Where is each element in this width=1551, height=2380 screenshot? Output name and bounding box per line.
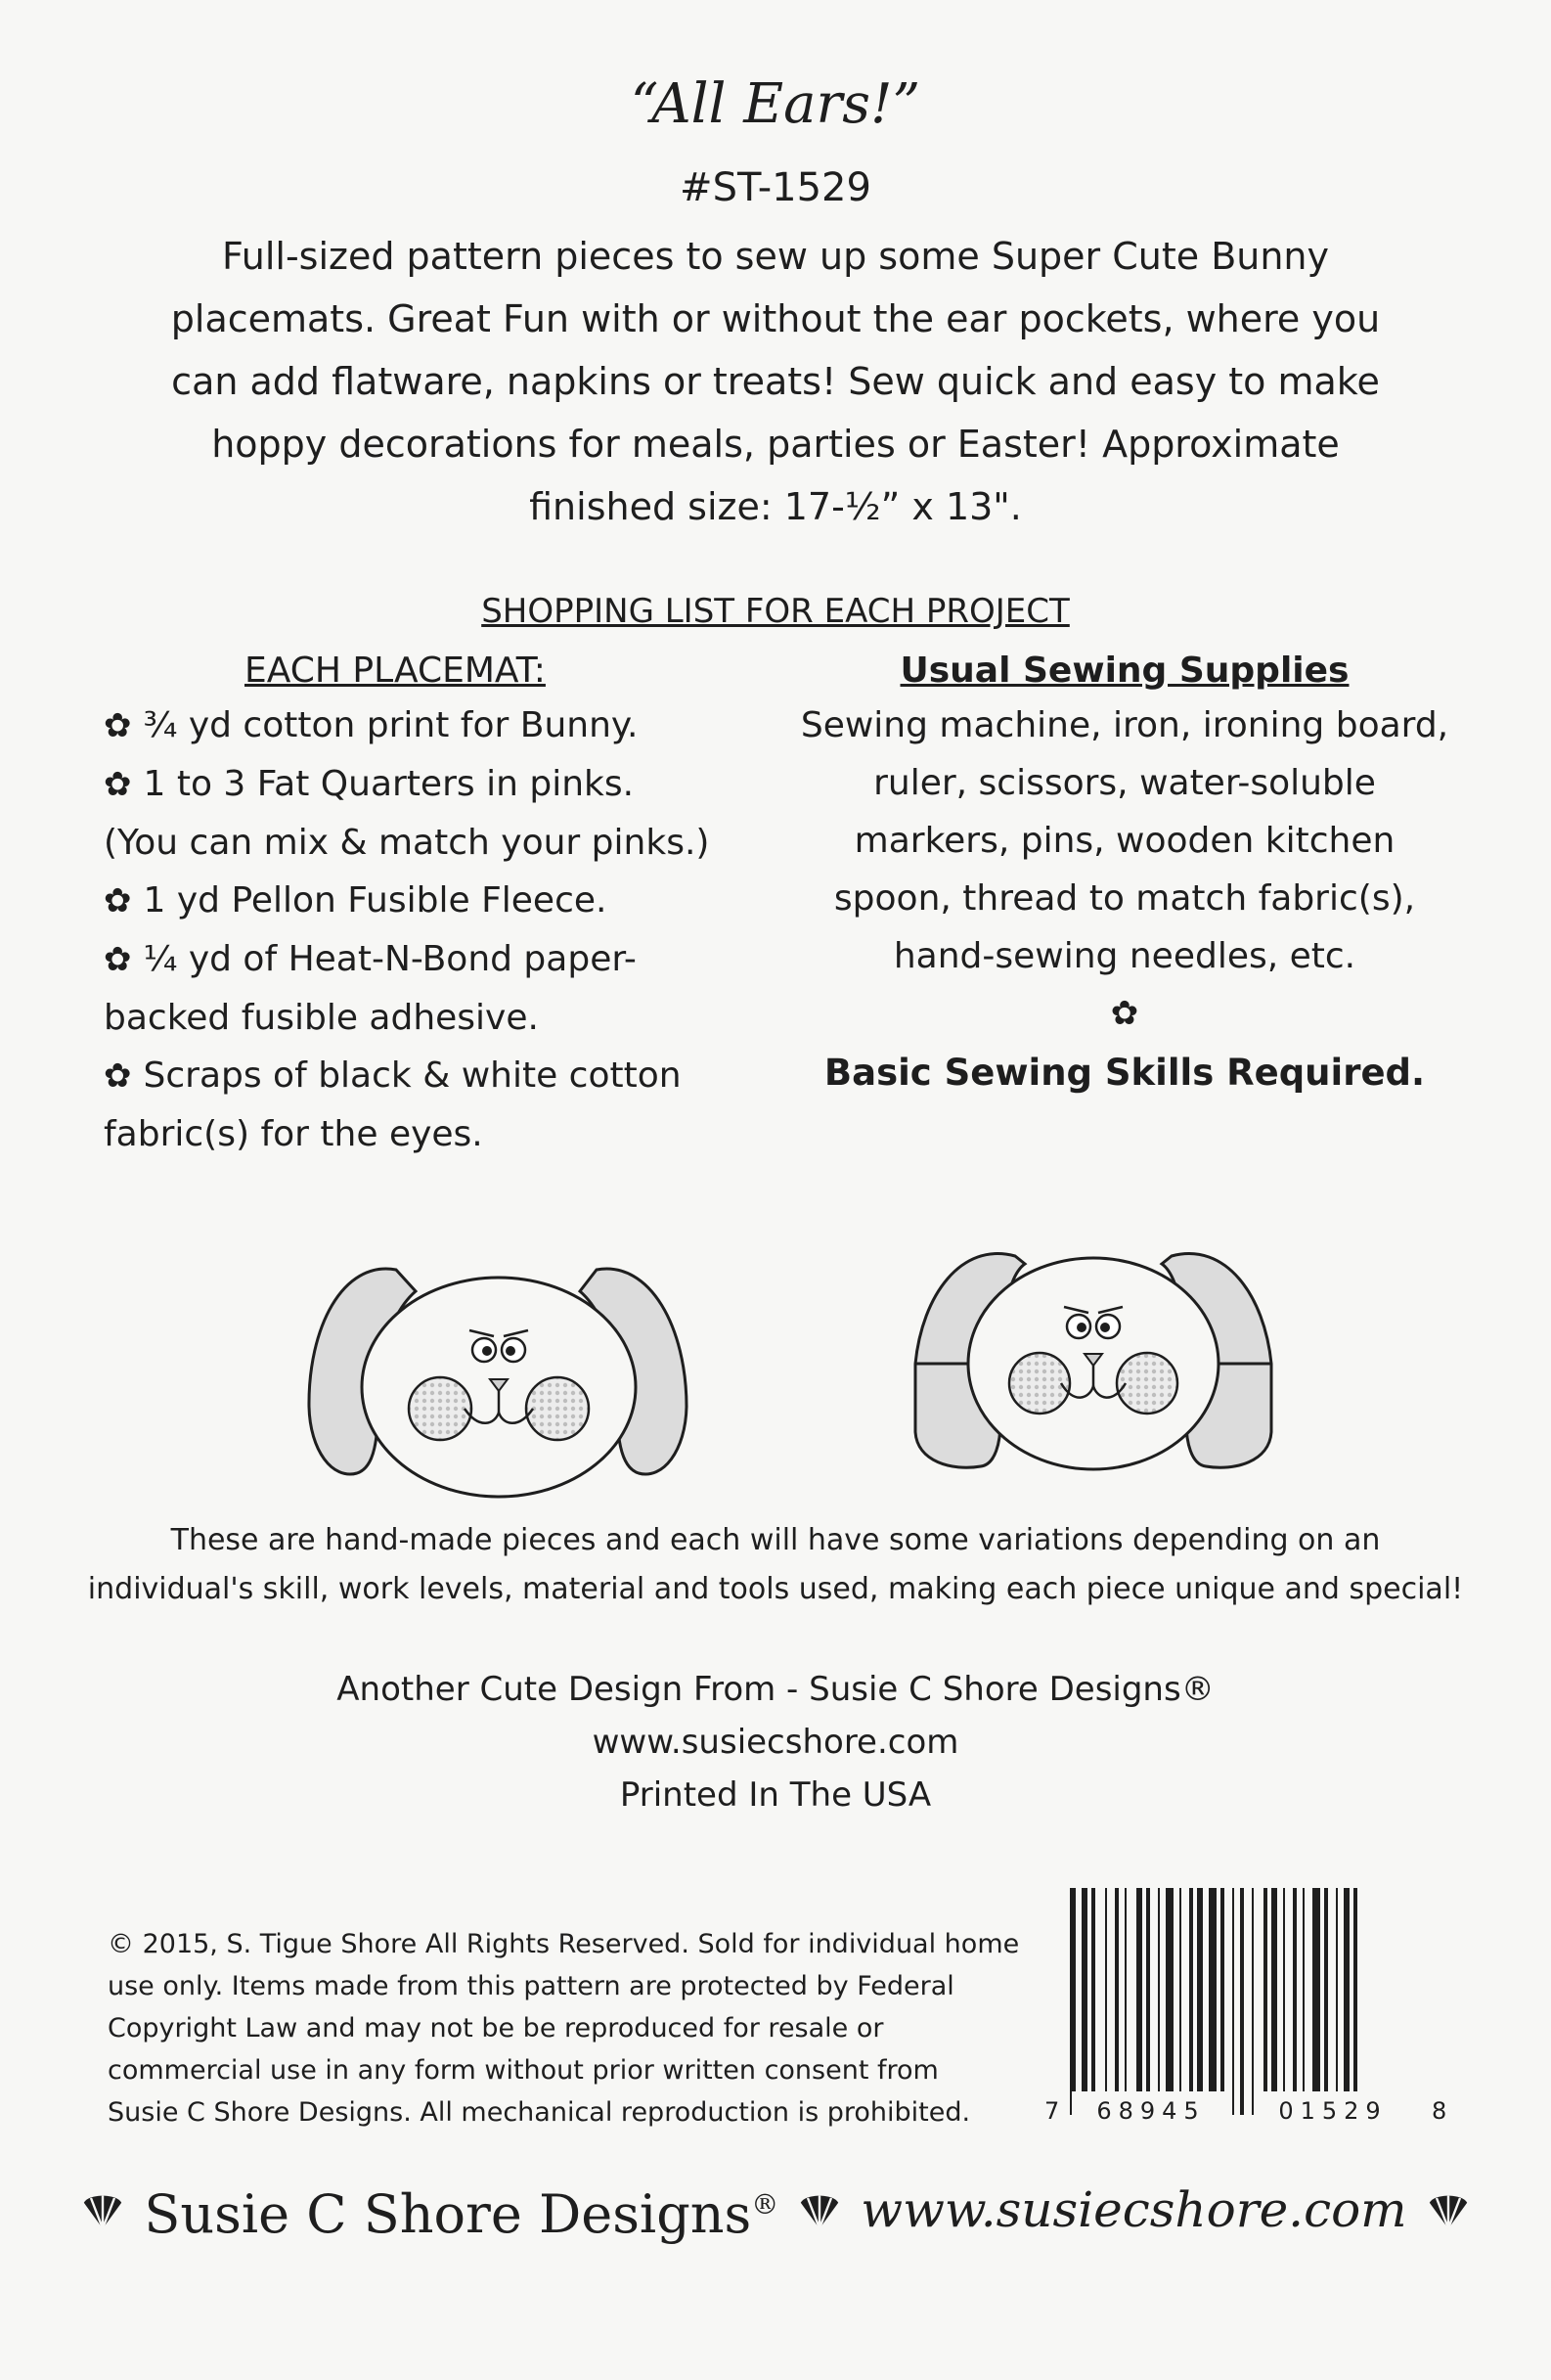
barcode-bar xyxy=(1158,1888,1160,2115)
barcode-bar xyxy=(1209,1888,1217,2115)
bunny-illustration-ear-pockets xyxy=(908,1227,1279,1481)
barcode-bar xyxy=(1189,1888,1193,2115)
flower-icon: ✿ xyxy=(104,706,132,745)
barcode-bar xyxy=(1336,1888,1338,2115)
barcode-bar xyxy=(1271,1888,1277,2115)
supplies-heading: Usual Sewing Supplies xyxy=(900,651,1350,691)
barcode-digit-check: 8 xyxy=(1432,2097,1447,2125)
list-item: ✿ Scraps of black & white cotton xyxy=(104,1055,682,1096)
barcode-bar xyxy=(1197,1888,1203,2115)
copyright-line: © 2015, S. Tigue Shore All Rights Reserved. Sold for individual home xyxy=(108,1929,1020,1959)
copyright-line: commercial use in any form without prior written consent from xyxy=(108,2055,939,2086)
barcode xyxy=(1027,1884,1447,2129)
pattern-title: “All Ears!” xyxy=(630,72,921,136)
barcode-digits-left: 68945 xyxy=(1096,2097,1206,2125)
barcode-bar xyxy=(1070,1888,1076,2115)
intro-line: finished size: 17-½” x 13". xyxy=(529,485,1022,528)
copyright-line: use only. Items made from this pattern are protected by Federal xyxy=(108,1971,954,2001)
barcode-bar xyxy=(1091,1888,1095,2115)
barcode-bar xyxy=(1082,1888,1087,2115)
credit-line: Printed In The USA xyxy=(619,1775,932,1815)
intro-line: placemats. Great Fun with or without the ear pockets, where you xyxy=(170,297,1381,340)
flower-icon: ✿ xyxy=(104,881,132,921)
intro-line: can add flatware, napkins or treats! Sew quick and easy to make xyxy=(171,360,1380,403)
seashell-icon xyxy=(79,2186,126,2233)
barcode-bar xyxy=(1293,1888,1297,2115)
barcode-bar xyxy=(1179,1888,1181,2115)
supplies-line: Sewing machine, iron, ironing board, xyxy=(800,705,1449,745)
list-item: ✿ ¼ yd of Heat-N-Bond paper- xyxy=(104,939,637,979)
list-item-continued: fabric(s) for the eyes. xyxy=(104,1114,483,1154)
credit-line: Another Cute Design From - Susie C Shore Designs® xyxy=(336,1670,1215,1709)
supplies-line: spoon, thread to match fabric(s), xyxy=(833,878,1416,919)
barcode-bar xyxy=(1312,1888,1320,2115)
intro-line: Full-sized pattern pieces to sew up some Super Cute Bunny xyxy=(221,235,1330,278)
shopping-list-heading: SHOPPING LIST FOR EACH PROJECT xyxy=(481,592,1070,631)
list-item: ✿ ¾ yd cotton print for Bunny. xyxy=(104,705,639,745)
barcode-bar xyxy=(1220,1888,1224,2115)
flower-icon: ✿ xyxy=(104,765,132,804)
footer-brand: Susie C Shore Designs® xyxy=(144,2183,779,2245)
barcode-bar xyxy=(1240,1888,1244,2115)
barcode-bars xyxy=(1070,1888,1357,2115)
footer-banner xyxy=(0,2176,1551,2244)
barcode-bar xyxy=(1115,1888,1119,2115)
bunny-illustration-floppy-ears xyxy=(303,1240,694,1504)
list-item-continued: (You can mix & match your pinks.) xyxy=(104,823,710,863)
barcode-bar xyxy=(1105,1888,1107,2115)
list-item: ✿ 1 to 3 Fat Quarters in pinks. xyxy=(104,764,635,804)
barcode-bar xyxy=(1136,1888,1142,2115)
handmade-disclaimer xyxy=(68,1516,1483,1614)
flower-icon: ✿ xyxy=(104,1056,132,1096)
supplies-line: markers, pins, wooden kitchen xyxy=(854,821,1396,861)
supplies-line: hand-sewing needles, etc. xyxy=(893,936,1356,976)
barcode-bar xyxy=(1353,1888,1357,2115)
placemat-list xyxy=(104,646,788,1163)
copyright-notice xyxy=(108,1923,1046,2133)
website-link[interactable]: www.susiecshore.com xyxy=(592,1723,959,1762)
barcode-bar xyxy=(1146,1888,1150,2115)
barcode-bar xyxy=(1125,1888,1127,2115)
barcode-digits-right: 01529 xyxy=(1278,2097,1388,2125)
copyright-line: Susie C Shore Designs. All mechanical reproduction is prohibited. xyxy=(108,2097,971,2128)
supplies-list xyxy=(782,646,1467,1103)
pattern-code: #ST-1529 xyxy=(680,165,871,210)
intro-paragraph xyxy=(108,225,1443,538)
barcode-bar xyxy=(1303,1888,1305,2115)
flower-icon: ✿ xyxy=(1110,994,1139,1033)
flower-icon: ✿ xyxy=(104,940,132,979)
barcode-bar xyxy=(1344,1888,1350,2115)
seashell-icon xyxy=(1425,2186,1472,2233)
design-credits xyxy=(0,1663,1551,1821)
seashell-icon xyxy=(796,2186,843,2233)
disclaimer-line: individual's skill, work levels, material and tools used, making each piece unique and special! xyxy=(87,1572,1464,1606)
barcode-bar xyxy=(1324,1888,1328,2115)
barcode-bar xyxy=(1263,1888,1267,2115)
skills-required: Basic Sewing Skills Required. xyxy=(823,1052,1426,1094)
disclaimer-line: These are hand-made pieces and each will have some variations depending on an xyxy=(170,1523,1381,1557)
list-item: ✿ 1 yd Pellon Fusible Fleece. xyxy=(104,880,607,921)
supplies-line: ruler, scissors, water-soluble xyxy=(873,763,1376,803)
barcode-digit-first: 7 xyxy=(1044,2097,1060,2125)
barcode-bar xyxy=(1232,1888,1234,2115)
list-item-continued: backed fusible adhesive. xyxy=(104,998,539,1038)
barcode-bar xyxy=(1166,1888,1174,2115)
copyright-line: Copyright Law and may not be be reproduced for resale or xyxy=(108,2013,884,2043)
placemat-heading: EACH PLACEMAT: xyxy=(244,651,546,691)
footer-website[interactable]: www.susiecshore.com xyxy=(861,2181,1407,2238)
barcode-bar xyxy=(1252,1888,1254,2115)
intro-line: hoppy decorations for meals, parties or Easter! Approximate xyxy=(211,423,1340,466)
barcode-bar xyxy=(1283,1888,1285,2115)
